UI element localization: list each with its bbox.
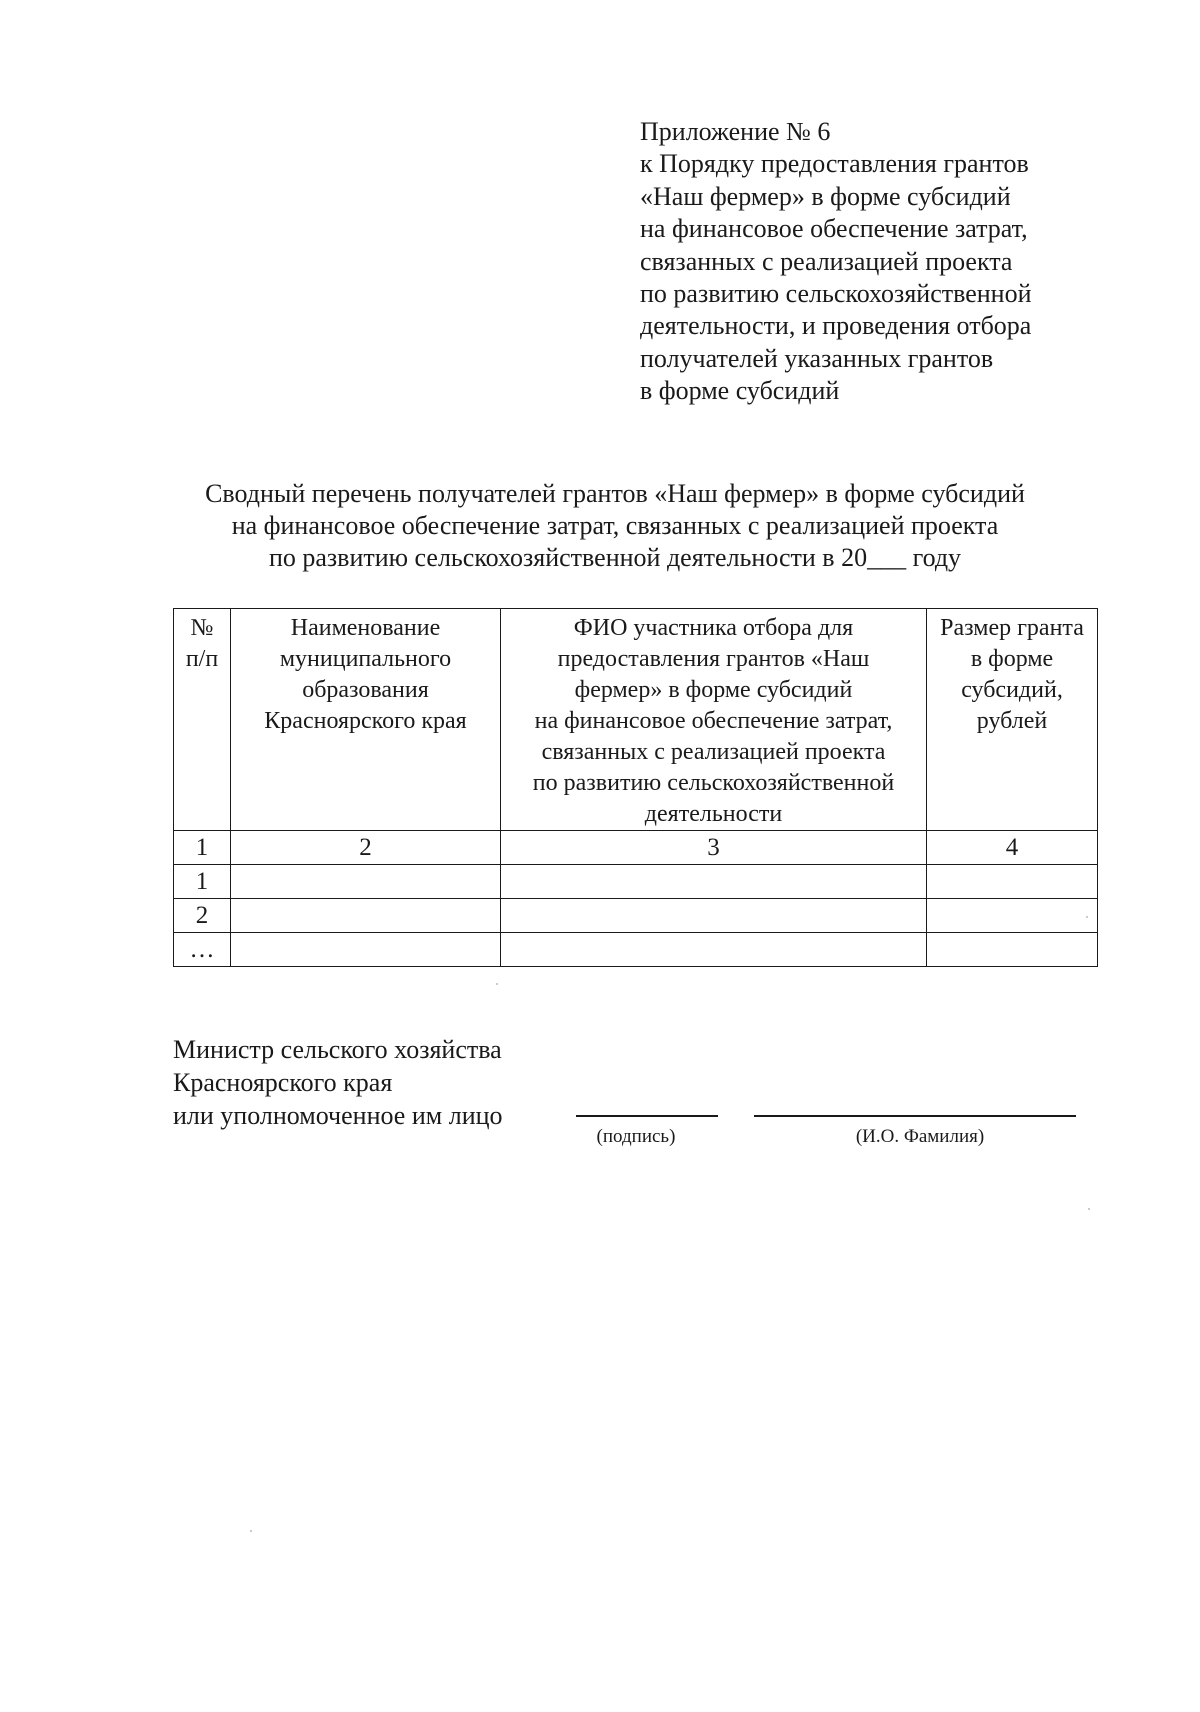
amount-cell bbox=[927, 899, 1098, 933]
appendix-line: по развитию сельскохозяйственной bbox=[640, 279, 1032, 309]
grant-recipients-table bbox=[173, 608, 1098, 967]
header-municipality bbox=[231, 609, 501, 831]
signer-line: Министр сельского хозяйства bbox=[173, 1035, 502, 1064]
title-line: на финансовое обеспечение затрат, связанных с реализацией проекта bbox=[231, 511, 999, 540]
municipality-cell bbox=[231, 899, 501, 933]
row-number: … bbox=[174, 933, 231, 967]
column-number: 3 bbox=[501, 831, 927, 865]
signature-caption: (подпись) bbox=[596, 1126, 676, 1147]
table-header-row bbox=[174, 609, 1098, 831]
participant-cell bbox=[501, 899, 927, 933]
header-line: предоставления грантов «Наш bbox=[557, 646, 870, 672]
column-number: 2 bbox=[231, 831, 501, 865]
column-number-row bbox=[174, 831, 1098, 865]
header-line: по развитию сельскохозяйственной bbox=[532, 770, 895, 796]
name-line bbox=[754, 1115, 1076, 1117]
scan-speck bbox=[250, 1530, 252, 1532]
name-caption: (И.О. Фамилия) bbox=[855, 1126, 985, 1147]
header-line: в форме bbox=[970, 646, 1054, 672]
signature-line bbox=[576, 1115, 718, 1117]
municipality-cell bbox=[231, 933, 501, 967]
appendix-line: «Наш фермер» в форме субсидий bbox=[640, 181, 1011, 211]
signer-line: Красноярского края bbox=[173, 1068, 393, 1097]
column-number: 4 bbox=[927, 831, 1098, 865]
municipality-cell bbox=[231, 865, 501, 899]
header-line: образования bbox=[302, 677, 429, 703]
column-number: 1 bbox=[174, 831, 231, 865]
header-participant-name bbox=[501, 609, 927, 831]
appendix-line: связанных с реализацией проекта bbox=[640, 246, 1013, 276]
header-line: на финансовое обеспечение затрат, bbox=[534, 708, 893, 734]
header-line: фермер» в форме субсидий bbox=[574, 677, 853, 703]
appendix-line: на финансовое обеспечение затрат, bbox=[640, 214, 1028, 244]
participant-cell bbox=[501, 933, 927, 967]
scan-speck bbox=[1088, 1208, 1090, 1210]
header-line: связанных с реализацией проекта bbox=[541, 739, 886, 765]
appendix-line: Приложение № 6 bbox=[640, 117, 831, 146]
title-line: по развитию сельскохозяйственной деятельности в 20___ году bbox=[268, 543, 962, 572]
header-line: Размер гранта bbox=[940, 615, 1084, 641]
table-row bbox=[174, 865, 1098, 899]
row-number: 1 bbox=[174, 865, 231, 899]
participant-cell bbox=[501, 865, 927, 899]
appendix-line: получателей указанных грантов bbox=[640, 343, 994, 373]
appendix-block bbox=[640, 116, 1032, 408]
amount-cell bbox=[927, 865, 1098, 899]
amount-cell bbox=[927, 933, 1098, 967]
header-line: п/п bbox=[185, 646, 219, 672]
header-line: рублей bbox=[976, 708, 1048, 734]
appendix-line: к Порядку предоставления грантов bbox=[640, 149, 1029, 179]
header-line: субсидий, bbox=[961, 677, 1063, 703]
table-row bbox=[174, 899, 1098, 933]
header-line: ФИО участника отбора для bbox=[573, 615, 854, 641]
appendix-line: в форме субсидий bbox=[640, 376, 840, 406]
title-line: Сводный перечень получателей грантов «Наш фермер» в форме субсидий bbox=[205, 479, 1025, 508]
table-row bbox=[174, 933, 1098, 967]
header-number bbox=[174, 609, 231, 831]
scan-speck bbox=[1086, 916, 1088, 918]
header-line: муниципального bbox=[279, 646, 452, 672]
header-line: № bbox=[190, 615, 214, 641]
signer-block bbox=[173, 1033, 503, 1132]
header-grant-amount bbox=[927, 609, 1098, 831]
appendix-line: деятельности, и проведения отбора bbox=[640, 311, 1032, 341]
signer-line: или уполномоченное им лицо bbox=[173, 1101, 503, 1130]
scan-speck bbox=[496, 983, 498, 985]
header-line: Наименование bbox=[290, 615, 441, 641]
row-number: 2 bbox=[174, 899, 231, 933]
document-title bbox=[160, 478, 1070, 574]
header-line: деятельности bbox=[644, 801, 783, 827]
header-line: Красноярского края bbox=[264, 708, 467, 734]
